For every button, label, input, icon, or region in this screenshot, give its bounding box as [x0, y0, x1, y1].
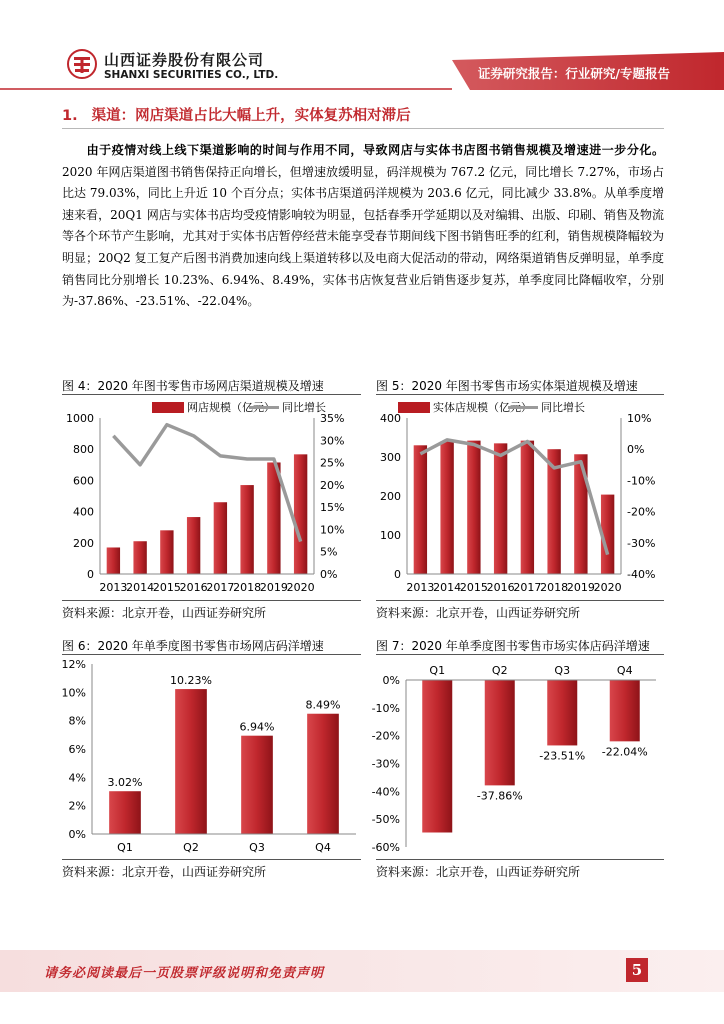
- bar: [440, 441, 453, 574]
- data-label: -22.04%: [601, 745, 648, 759]
- y-tick-label: -60%: [371, 841, 400, 854]
- data-label: -23.51%: [539, 749, 586, 763]
- y2-tick-label: -30%: [627, 536, 656, 550]
- data-label: -37.86%: [476, 789, 523, 803]
- y-tick-label: 4%: [68, 771, 86, 785]
- section-title: [62, 104, 411, 125]
- fig5-source: 资料来源：北京开卷，山西证券研究所: [376, 606, 581, 620]
- y2-tick-label: 35%: [320, 412, 345, 425]
- y-tick-label: 600: [73, 474, 94, 488]
- bar: [214, 502, 227, 574]
- x-tick-label: 2018: [233, 581, 262, 594]
- legend-bar-swatch: [152, 402, 184, 413]
- y-tick-label: 10%: [61, 686, 86, 700]
- paragraph-lead: 由于疫情对线上线下渠道影响的时间与作用不同，导致网店与实体书店图书销售规模及增速进一步分化。: [86, 143, 664, 157]
- x-tick-label: Q1: [429, 664, 446, 677]
- company-logo-icon: [66, 48, 98, 80]
- y2-tick-label: 5%: [320, 545, 338, 559]
- bar: [547, 680, 577, 745]
- y2-tick-label: 10%: [320, 523, 345, 537]
- y-tick-label: 300: [380, 451, 401, 464]
- y-tick-label: -10%: [371, 701, 400, 715]
- data-label: 3.02%: [107, 776, 143, 790]
- y-tick-label: 100: [380, 529, 401, 542]
- y-tick-label: 200: [380, 490, 401, 503]
- legend-bar-swatch: [398, 402, 430, 413]
- x-tick-label: Q3: [554, 664, 571, 677]
- y2-tick-label: 25%: [320, 456, 345, 470]
- x-tick-label: 2017: [206, 581, 235, 594]
- data-label: -54.79%: [414, 836, 461, 850]
- bar: [160, 530, 173, 574]
- bar: [485, 680, 515, 785]
- y-tick-label: -30%: [371, 757, 400, 771]
- y-tick-label: 12%: [61, 658, 86, 671]
- x-tick-label: 2013: [99, 581, 128, 594]
- bar: [107, 547, 120, 574]
- bar: [494, 443, 507, 574]
- legend-line-label: 同比增长: [541, 401, 585, 414]
- y-tick-label: 400: [73, 505, 94, 519]
- bar: [240, 485, 253, 574]
- fig5-rule: [376, 394, 664, 395]
- x-tick-label: Q2: [183, 841, 199, 854]
- y-tick-label: 2%: [68, 799, 86, 813]
- x-tick-label: 2016: [486, 581, 515, 594]
- data-label: 8.49%: [305, 698, 341, 712]
- section-divider: [62, 128, 664, 129]
- footer-disclaimer: 请务必阅读最后一页股票评级说明和免责声明: [44, 966, 325, 981]
- y2-tick-label: -10%: [627, 474, 656, 488]
- y-tick-label: 200: [73, 536, 94, 550]
- bar: [267, 462, 280, 574]
- y-tick-label: 6%: [68, 743, 86, 756]
- bar: [422, 680, 452, 832]
- y-tick-label: 0: [87, 568, 94, 581]
- y-tick-label: 1000: [66, 412, 94, 425]
- x-tick-label: 2018: [540, 581, 569, 594]
- bar: [610, 680, 640, 741]
- bar: [467, 441, 480, 574]
- body-paragraph: [62, 140, 664, 313]
- fig4-source: 资料来源：北京开卷，山西证券研究所: [62, 606, 267, 620]
- report-type-tag: 证券研究报告：行业研究/专题报告: [477, 66, 670, 81]
- paragraph-body: 2020 年网店渠道图书销售保持正向增长，但增速放缓明显，码洋规模为 767.2 亿元，同比增长 7.27%，市场占比达 79.03%，同比上升近 10 个百分点；实体书店渠道码洋规模为 203.6 亿元，同比减少 33.8%。从单季度增速来看，20Q1 网店与实体书店均受疫情影响较为明显，包括春季开学延期以及对编辑、出版、印刷、销售及物流等各个环节产生影响，尤其对于实体书店暂停经营未能享受春节期间线下图书销售旺季的红利，销售规模降幅较为明显；20Q2 复工复产后图书消费加速向线上渠道转移以及电商大促活动的带动，网络渠道销售反弹明显，单季度销售同比分别增长 10.23%、6.94%、8.49%，实体书店恢复营业后销售逐步复苏，单季度同比降幅收窄，分别为-37.86%、-23.51%、-22.04%。: [62, 164, 664, 309]
- legend-bar-label: 网店规模（亿元）: [187, 401, 275, 414]
- x-tick-label: Q1: [117, 841, 133, 854]
- fig6-source: 资料来源：北京开卷，山西证券研究所: [62, 865, 267, 879]
- bar: [241, 736, 273, 834]
- y-tick-label: 400: [380, 412, 401, 425]
- y-tick-label: -20%: [371, 729, 400, 743]
- fig4-source-rule: [62, 600, 361, 601]
- fig7-title: 图 7：2020 年单季度图书零售市场实体店码洋增速: [376, 639, 650, 653]
- y2-tick-label: -20%: [627, 505, 656, 519]
- x-tick-label: 2017: [513, 581, 542, 594]
- page-number: 5: [626, 958, 648, 982]
- y2-tick-label: 30%: [320, 434, 345, 448]
- company-name-cn: 山西证券股份有限公司: [104, 51, 265, 69]
- y-tick-label: 0%: [382, 674, 400, 687]
- legend-bar-label: 实体店规模（亿元）: [433, 401, 532, 414]
- fig6-source-rule: [62, 859, 361, 860]
- legend-line-label: 同比增长: [282, 401, 326, 414]
- fig7-source-rule: [376, 859, 664, 860]
- fig7-source: 资料来源：北京开卷，山西证券研究所: [376, 865, 581, 879]
- x-tick-label: 2019: [259, 581, 288, 594]
- x-tick-label: 2019: [566, 581, 595, 594]
- bar: [109, 791, 141, 834]
- y2-tick-label: -40%: [627, 568, 656, 581]
- y-tick-label: -50%: [371, 813, 400, 827]
- x-tick-label: 2020: [593, 581, 622, 594]
- y-tick-label: -40%: [371, 785, 400, 799]
- y2-tick-label: 0%: [320, 568, 338, 581]
- y2-tick-label: 0%: [627, 443, 645, 457]
- x-tick-label: 2016: [179, 581, 208, 594]
- y2-tick-label: 10%: [627, 412, 652, 425]
- bar: [187, 517, 200, 574]
- y-tick-label: 8%: [68, 714, 86, 728]
- bar: [414, 445, 427, 574]
- section-title-text: 渠道：网店渠道占比大幅上升，实体复苏相对滞后: [91, 108, 411, 124]
- x-tick-label: 2015: [459, 581, 488, 594]
- fig6-title: 图 6：2020 年单季度图书零售市场网店码洋增速: [62, 639, 324, 653]
- x-tick-label: Q2: [491, 664, 508, 677]
- y-tick-label: 800: [73, 443, 94, 457]
- y-tick-label: 0: [394, 568, 401, 581]
- x-tick-label: Q4: [315, 841, 331, 854]
- x-tick-label: 2014: [126, 581, 155, 594]
- data-label: 10.23%: [170, 674, 212, 688]
- x-tick-label: Q3: [249, 841, 265, 854]
- fig7-chart: [371, 657, 666, 857]
- fig5-source-rule: [376, 600, 664, 601]
- x-tick-label: Q4: [616, 664, 633, 677]
- fig5-title: 图 5：2020 年图书零售市场实体渠道规模及增速: [376, 379, 638, 393]
- fig7-rule: [376, 654, 664, 655]
- fig4-chart: [62, 397, 362, 599]
- data-label: 6.94%: [239, 720, 275, 734]
- fig6-rule: [62, 654, 361, 655]
- fig5-chart: [376, 397, 666, 599]
- x-tick-label: 2015: [152, 581, 181, 594]
- bar: [307, 714, 339, 834]
- bar: [294, 454, 307, 574]
- x-tick-label: 2014: [433, 581, 462, 594]
- x-tick-label: 2013: [406, 581, 435, 594]
- section-number: 1.: [62, 108, 78, 124]
- y2-tick-label: 15%: [320, 501, 345, 515]
- bar: [133, 541, 146, 574]
- fig4-rule: [62, 394, 361, 395]
- y-tick-label: 0%: [68, 828, 86, 841]
- bar: [521, 441, 534, 574]
- fig4-title: 图 4：2020 年图书零售市场网店渠道规模及增速: [62, 379, 324, 393]
- fig6-chart: [62, 657, 362, 857]
- company-name-en: SHANXI SECURITIES CO., LTD.: [104, 69, 279, 81]
- y2-tick-label: 20%: [320, 478, 345, 492]
- x-tick-label: 2020: [286, 581, 315, 594]
- bar: [175, 689, 207, 834]
